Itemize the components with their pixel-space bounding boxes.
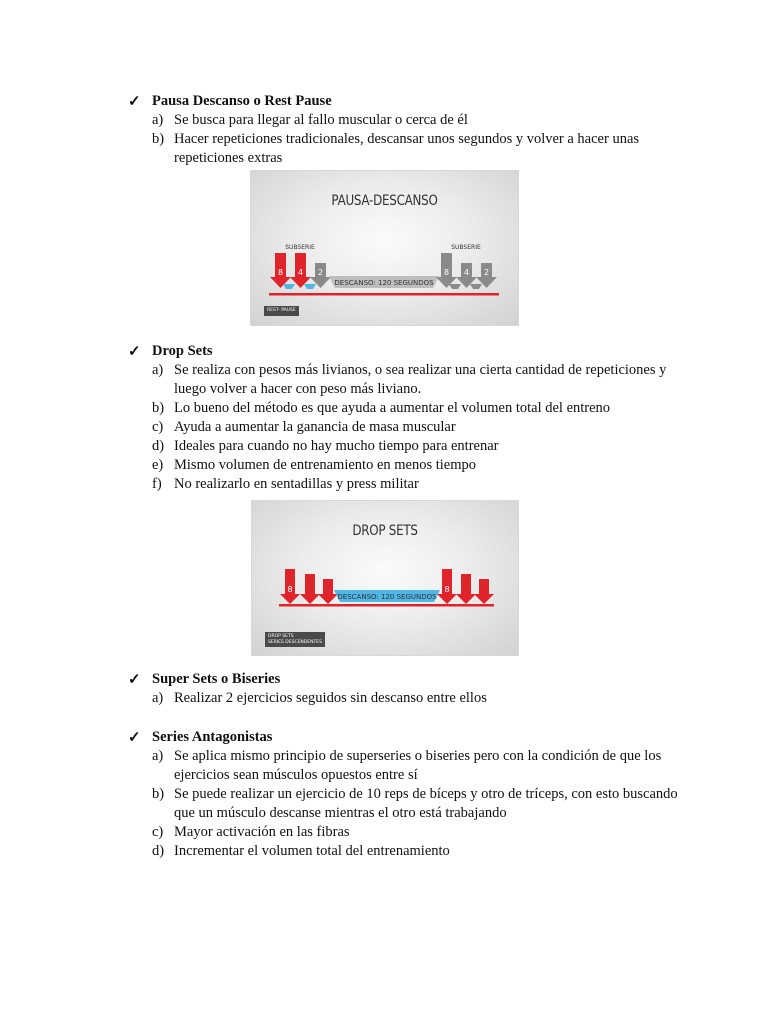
section-super-sets [128, 669, 688, 708]
list-item [128, 399, 688, 418]
arrow-left-1 [280, 569, 300, 604]
figure-title: DROP SETS [352, 523, 418, 539]
item-letter: c) [152, 419, 164, 435]
item-text: Se realiza con pesos más livianos, o sea realizar una cierta cantidad de repeticiones y luego volver a hacer con peso más liviano. [174, 362, 667, 397]
subserie-label-right: SUBSERIE [451, 244, 481, 251]
checkmark-icon: ✓ [128, 343, 141, 360]
figure-title: PAUSA-DESCANSO [331, 193, 438, 209]
list-item [128, 456, 688, 475]
list-item [128, 747, 688, 785]
item-letter: d) [152, 438, 165, 454]
item-letter: a) [152, 362, 164, 378]
checkmark-icon: ✓ [128, 671, 141, 688]
arrow-number: 8 [277, 268, 284, 277]
item-text: Se aplica mismo principio de superseries o biseries pero con la condición de que los ejercicios sean músculos opuestos entre sí [174, 748, 662, 783]
figure-badge: REST- PAUSE [264, 306, 299, 316]
section-heading [128, 669, 688, 689]
arrow-left-2 [290, 253, 311, 288]
arrow-number: 2 [317, 268, 324, 277]
item-letter: b) [152, 786, 165, 802]
item-text: Hacer repeticiones tradicionales, descansar unos segundos y volver a hacer unas repeticiones extras [174, 131, 640, 166]
baseline [279, 604, 494, 607]
item-text: Ayuda a aumentar la ganancia de masa muscular [174, 419, 456, 435]
arrow-left-1 [270, 253, 291, 288]
section-heading [128, 727, 688, 747]
subserie-label-left: SUBSERIE [285, 244, 315, 251]
arrow-left-2 [300, 574, 320, 604]
list-item [128, 475, 688, 494]
section-rest-pause [128, 91, 688, 168]
figure-rest-pause [250, 170, 519, 326]
list-item [128, 785, 688, 823]
section-series-antagonistas [128, 727, 688, 861]
item-text: Mismo volumen de entrenamiento en menos tiempo [174, 457, 477, 473]
rest-marker [283, 284, 295, 289]
arrow-number: 8 [287, 585, 293, 594]
arrow-number: 4 [297, 268, 304, 277]
item-letter: c) [152, 824, 164, 840]
list-item [128, 842, 688, 861]
rest-pause-diagram [251, 171, 518, 325]
item-letter: a) [152, 112, 164, 128]
list-item [128, 437, 688, 456]
arrow-number: 2 [483, 268, 490, 277]
item-text: No realizarlo en sentadillas y press militar [174, 476, 419, 492]
rest-label: DESCANSO: 120 SEGUNDOS [334, 279, 434, 287]
section-drop-sets [128, 341, 688, 494]
list-item [128, 361, 688, 399]
rest-marker [470, 284, 482, 289]
item-text: Se busca para llegar al fallo muscular o cerca de él [174, 112, 468, 128]
list-item [128, 418, 688, 437]
arrow-right-1 [436, 253, 457, 288]
figure-badge [265, 632, 325, 647]
item-letter: b) [152, 131, 165, 147]
item-text: Incrementar el volumen total del entrenamiento [174, 843, 450, 859]
item-letter: e) [152, 457, 164, 473]
item-text: Realizar 2 ejercicios seguidos sin descanso entre ellos [174, 690, 487, 706]
list-item [128, 689, 688, 708]
item-letter: f) [152, 476, 162, 492]
rest-label: DESCANSO: 120 SEGUNDOS [337, 593, 437, 601]
item-text: Mayor activación en las fibras [174, 824, 350, 840]
rest-marker [449, 284, 461, 289]
heading-text: Super Sets o Biseries [152, 670, 281, 687]
heading-text: Drop Sets [152, 342, 213, 359]
item-text: Ideales para cuando no hay mucho tiempo para entrenar [174, 438, 499, 454]
item-letter: a) [152, 690, 164, 706]
figure-drop-sets [251, 500, 519, 656]
item-letter: d) [152, 843, 165, 859]
item-letter: b) [152, 400, 165, 416]
badge-line-2: SERIES DESCENDENTES [268, 639, 322, 645]
arrow-right-1 [437, 569, 457, 604]
section-heading [128, 91, 688, 111]
baseline [269, 293, 499, 296]
rest-marker [304, 284, 316, 289]
arrow-right-2 [456, 574, 476, 604]
list-item [128, 823, 688, 842]
list-item [128, 130, 688, 168]
list-item [128, 111, 688, 130]
badge-line-1: DROP SETS [268, 634, 294, 639]
section-heading [128, 341, 688, 361]
item-letter: a) [152, 748, 164, 764]
item-text: Lo bueno del método es que ayuda a aumentar el volumen total del entreno [174, 400, 611, 416]
arrow-number: 8 [444, 585, 450, 594]
heading-text: Series Antagonistas [152, 728, 273, 745]
arrow-number: 8 [443, 268, 450, 277]
checkmark-icon: ✓ [128, 93, 141, 110]
item-text: Se puede realizar un ejercicio de 10 reps de bíceps y otro de tríceps, con esto buscando que un músculo descanse mientras el otro está trabajando [174, 786, 678, 821]
heading-text: Pausa Descanso o Rest Pause [152, 92, 332, 109]
checkmark-icon: ✓ [128, 729, 141, 746]
arrow-number: 4 [463, 268, 470, 277]
arrow-right-3 [474, 579, 494, 604]
